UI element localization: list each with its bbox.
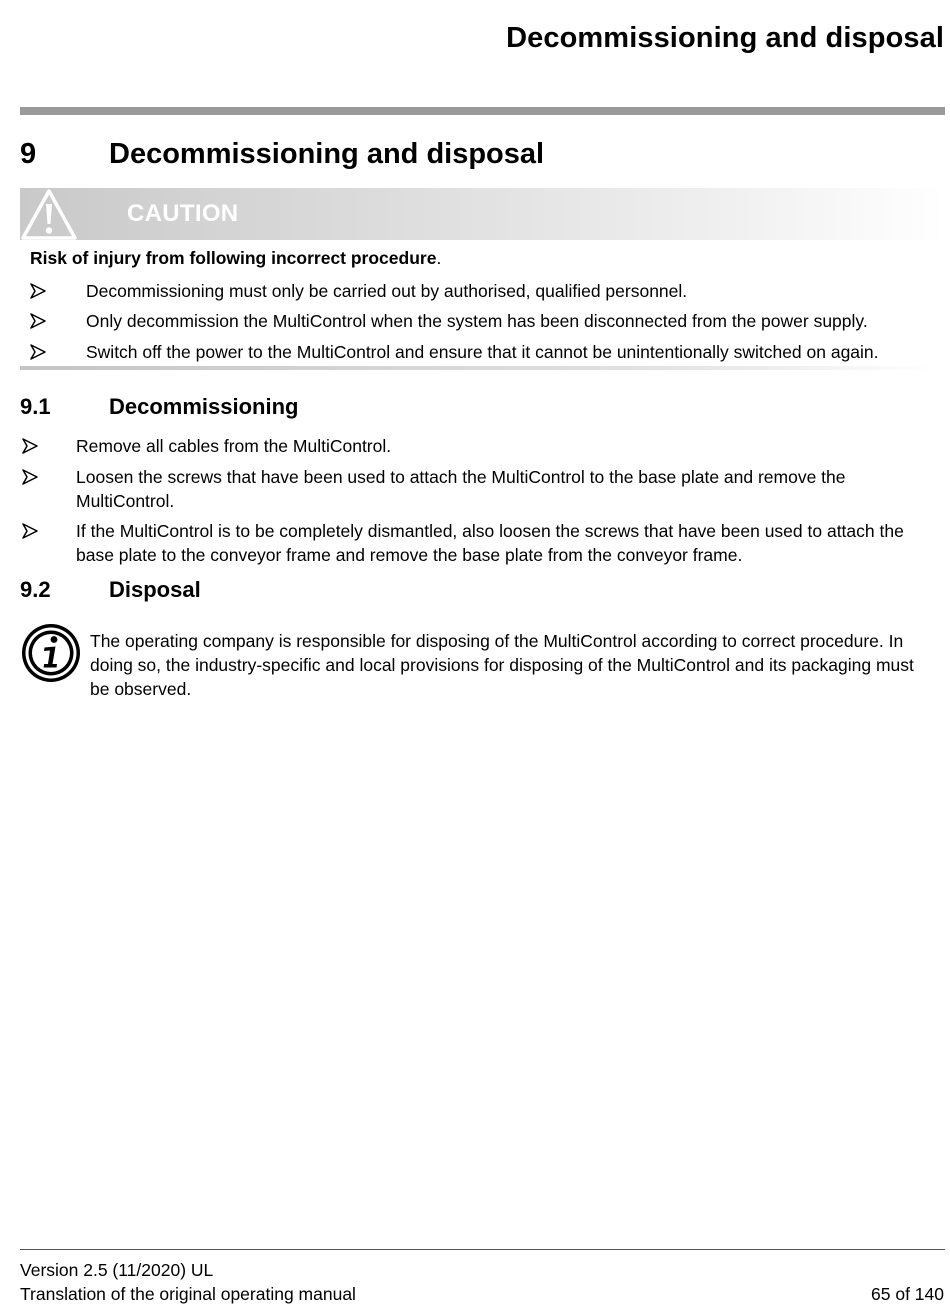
footer-rule — [20, 1249, 945, 1250]
list-item — [20, 434, 945, 458]
arrow-bullet-icon — [30, 279, 46, 303]
caution-label: CAUTION — [127, 200, 239, 227]
header-rule — [20, 107, 945, 115]
list-item — [20, 465, 945, 513]
section-number: 9.2 — [20, 577, 51, 602]
caution-lead-text: Risk of injury from following incorrect procedure — [30, 248, 437, 268]
section-heading-9-2 — [20, 577, 201, 603]
arrow-bullet-icon — [30, 309, 46, 333]
list-item-text: Remove all cables from the MultiControl. — [76, 436, 392, 456]
running-header: Decommissioning and disposal — [506, 22, 944, 54]
section-number: 9.1 — [20, 394, 51, 419]
caution-item — [20, 309, 945, 333]
arrow-bullet-icon — [22, 434, 38, 458]
caution-lead-period: . — [436, 248, 442, 268]
section-title: Decommissioning — [109, 394, 299, 419]
list-item — [20, 519, 945, 567]
info-icon — [20, 622, 82, 684]
caution-banner — [20, 188, 945, 240]
info-text: The operating company is responsible for disposing of the MultiControl according to correct procedure. In doing so, the industry-specific and local provisions for disposing of the MultiControl and its packaging must be observed. — [90, 631, 914, 699]
footer-version: Version 2.5 (11/2020) UL — [20, 1260, 214, 1280]
caution-item-text: Only decommission the MultiControl when the system has been disconnected from the power supply. — [86, 311, 868, 331]
arrow-bullet-icon — [30, 340, 46, 364]
section-title: Disposal — [109, 577, 201, 602]
warning-triangle-icon — [20, 188, 78, 240]
caution-end-rule — [20, 366, 935, 370]
caution-item — [20, 340, 945, 364]
arrow-bullet-icon — [22, 465, 38, 489]
footer-manual-title: Translation of the original operating manual — [20, 1284, 356, 1304]
chapter-title: Decommissioning and disposal — [109, 138, 545, 170]
caution-lead — [30, 248, 441, 269]
section-heading-9-1 — [20, 394, 298, 420]
chapter-number: 9 — [20, 138, 37, 170]
list-item-text: If the MultiControl is to be completely dismantled, also loosen the screws that have been used to attach the base plate to the conveyor frame and remove the base plate from the conveyor frame. — [76, 521, 904, 565]
list-item-text: Loosen the screws that have been used to attach the MultiControl to the base plate and remove the MultiControl. — [76, 467, 846, 511]
caution-item-text: Switch off the power to the MultiControl and ensure that it cannot be unintentionally switched on again. — [86, 342, 879, 362]
chapter-heading — [20, 138, 544, 171]
caution-item — [20, 279, 945, 303]
page-number: 65 of 140 — [871, 1284, 944, 1304]
arrow-bullet-icon — [22, 519, 38, 543]
caution-item-text: Decommissioning must only be carried out by authorised, qualified personnel. — [86, 281, 688, 301]
